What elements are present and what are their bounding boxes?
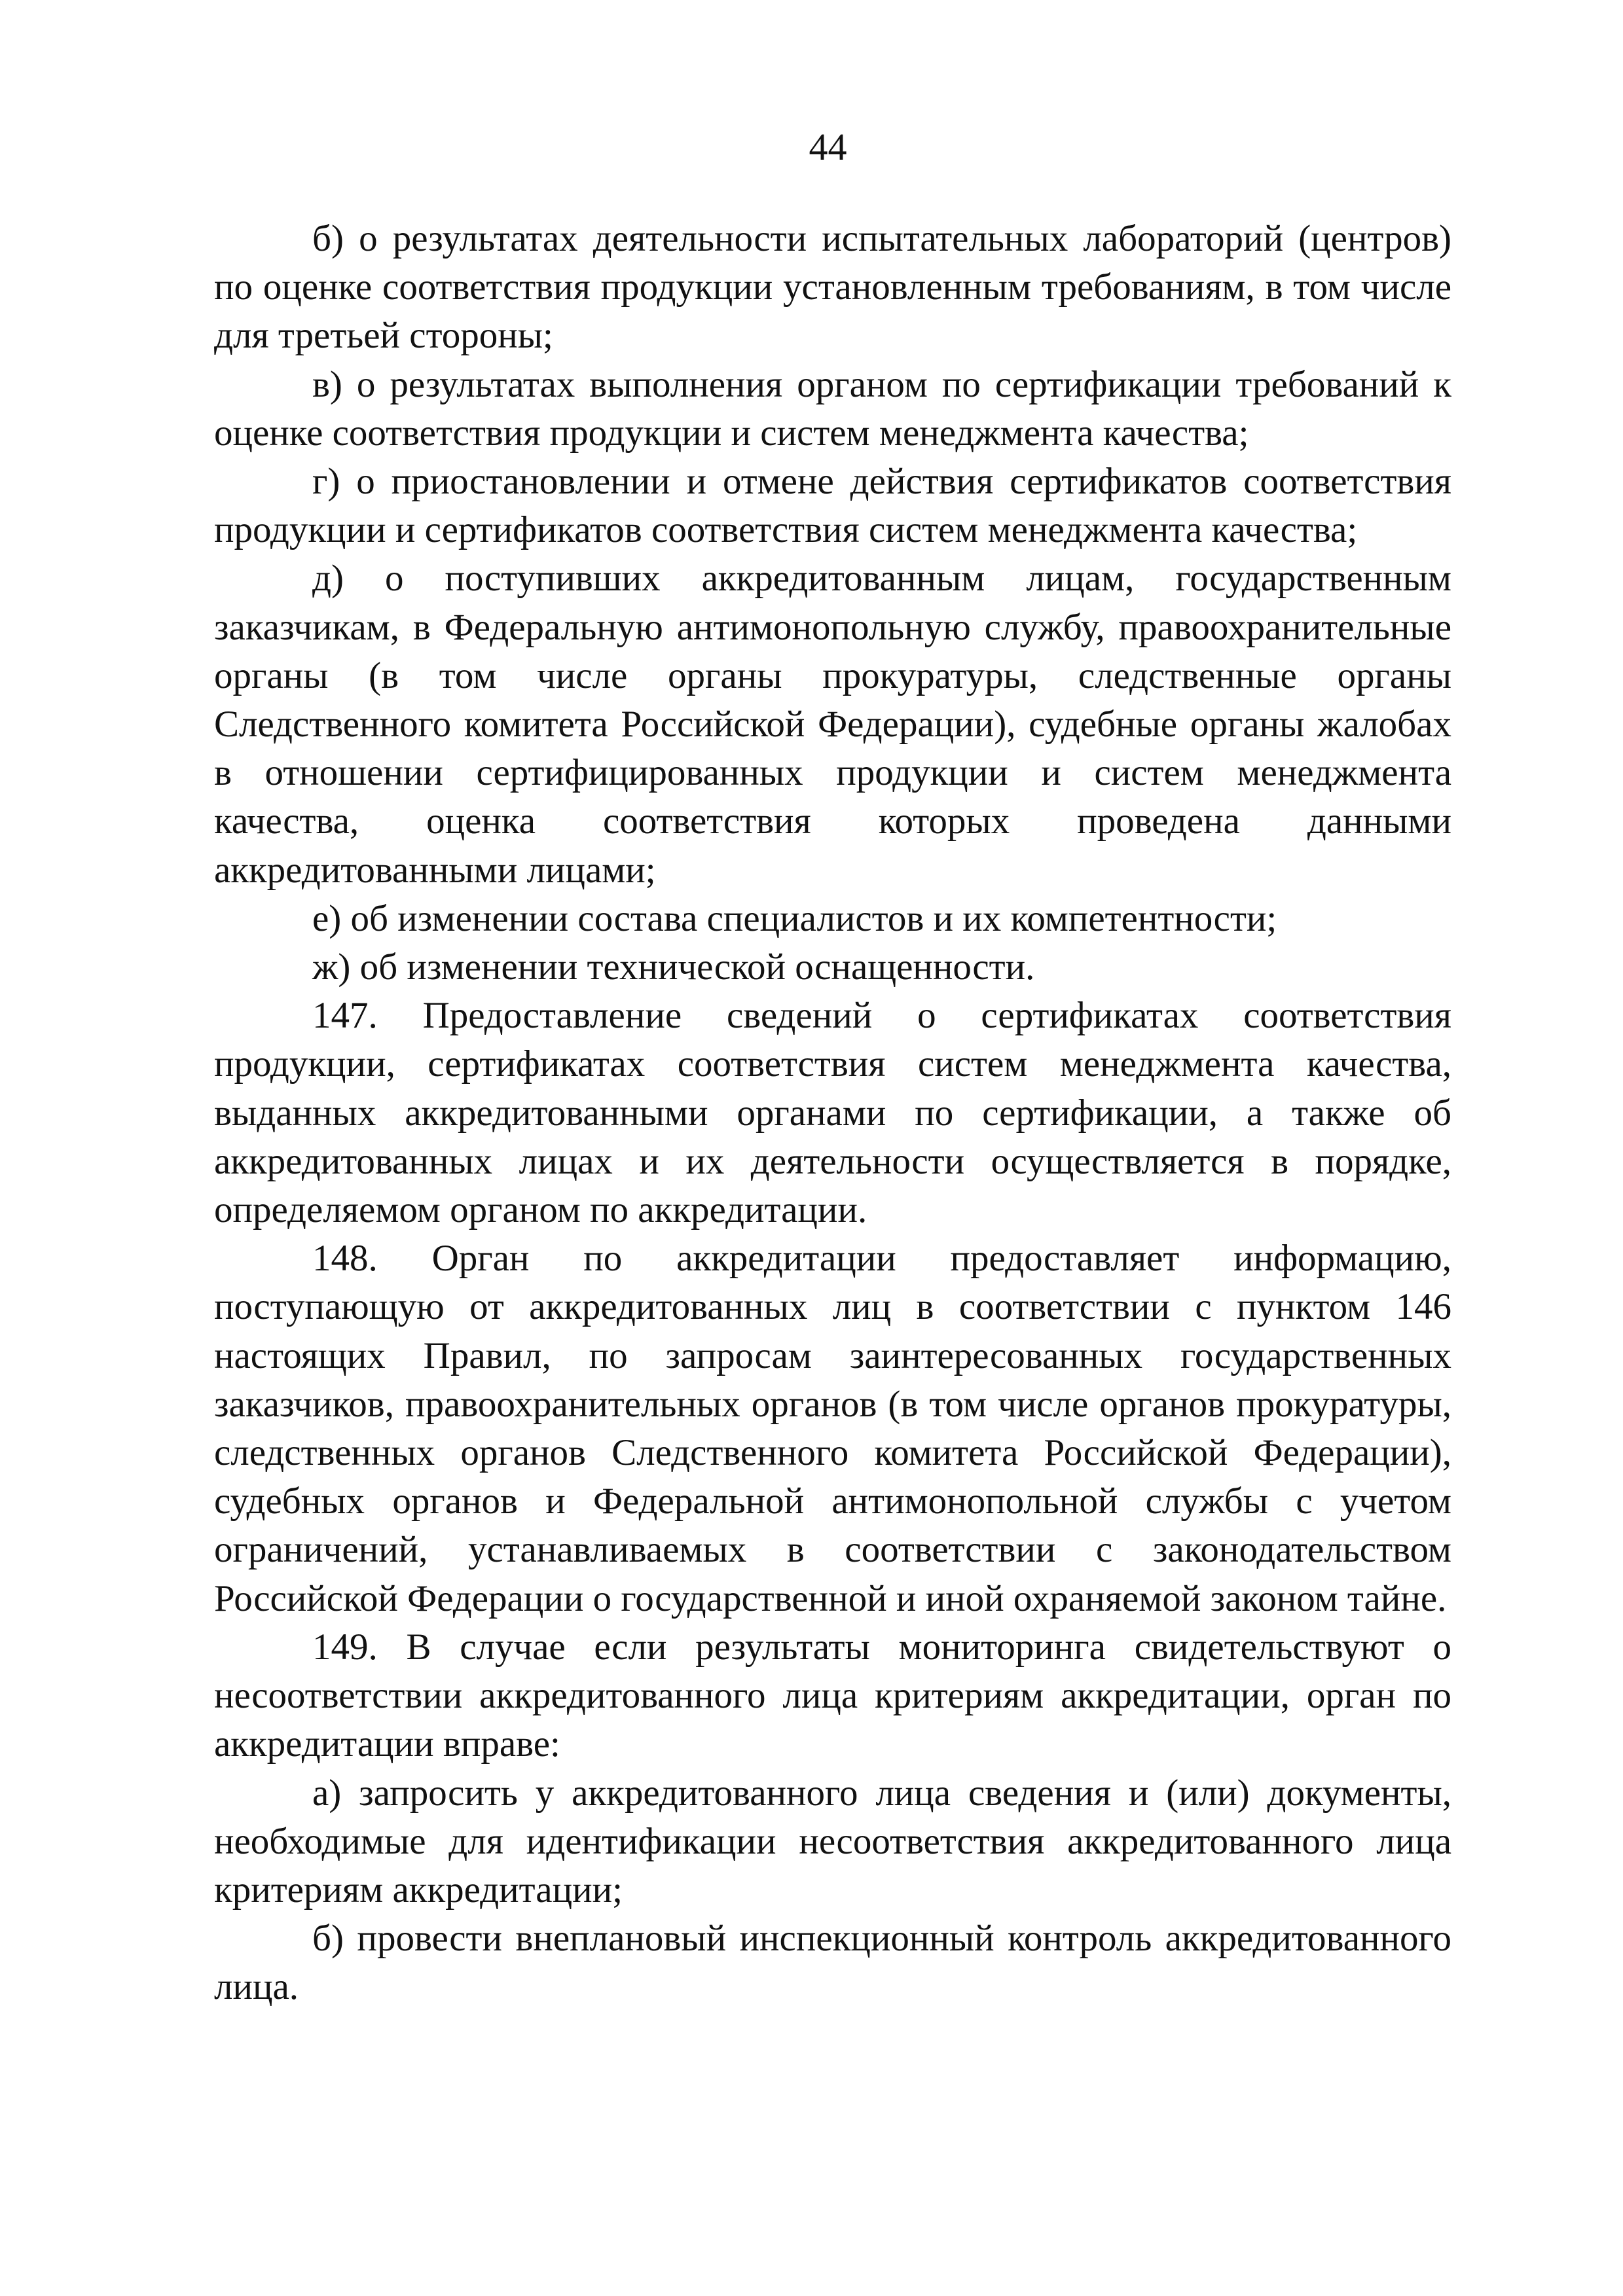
paragraph-149: 149. В случае если результаты мониторинга свидетельствуют о несоответствии аккредитованного лица критериям аккредитации, орган по аккредитации вправе: xyxy=(214,1626,1451,1765)
paragraph-v-certification-body: в) о результатах выполнения органом по сертификации требований к оценке соответствия продукции и систем менеджмента качества; xyxy=(214,363,1451,454)
paragraph-d-complaints: д) о поступивших аккредитованным лицам, государственным заказчикам, в Федеральную антимонопольную службу, правоохранительные органы (в том числе органы прокуратуры, следственные органы Следственного комитета Российской Федерации), судебные органы жалобах в отношении сертифицированных продукции и систем менеджмента качества, оценка соответствия которых проведена данными аккредитованными лицами; xyxy=(214,558,1451,891)
page-number: 44 xyxy=(809,126,847,168)
paragraph-148: 148. Орган по аккредитации предоставляет информацию, поступающую от аккредитованных лиц в соответствии с пунктом 146 настоящих Правил, по запросам заинтересованных государственных заказчиков, правоохранительных органов (в том числе органов прокуратуры, следственных органов Следственного комитета Российской Федерации), судебных органов и Федеральной антимонопольной службы с учетом ограничений, устанавливаемых в соответствии с законодательством Российской Федерации о государственной и иной охраняемой законом тайне. xyxy=(214,1238,1451,1619)
paragraph-zh-equipment-changes: ж) об изменении технической оснащенности. xyxy=(312,946,1035,988)
paragraph-a-request-documents: а) запросить у аккредитованного лица сведения и (или) документы, необходимые для идентификации несоответствия аккредитованного лица критериям аккредитации; xyxy=(214,1772,1451,1910)
paragraph-b-unscheduled-inspection: б) провести внеплановый инспекционный контроль аккредитованного лица. xyxy=(214,1918,1451,2008)
document-body xyxy=(214,215,1451,2012)
paragraph-147: 147. Предоставление сведений о сертификатах соответствия продукции, сертификатах соответствия систем менеджмента качества, выданных аккредитованными органами по сертификации, а также об аккредитованных лицах и их деятельности осуществляется в порядке, определяемом органом по аккредитации. xyxy=(214,995,1451,1231)
paragraph-g-suspension-certificates: г) о приостановлении и отмене действия сертификатов соответствия продукции и сертификатов соответствия систем менеджмента качества; xyxy=(214,461,1451,551)
paragraph-e-staff-changes: е) об изменении состава специалистов и их компетентности; xyxy=(312,897,1277,939)
paragraph-b-testing-labs: б) о результатах деятельности испытательных лабораторий (центров) по оценке соответствия продукции установленным требованиям, в том числе для третьей стороны; xyxy=(214,218,1451,357)
